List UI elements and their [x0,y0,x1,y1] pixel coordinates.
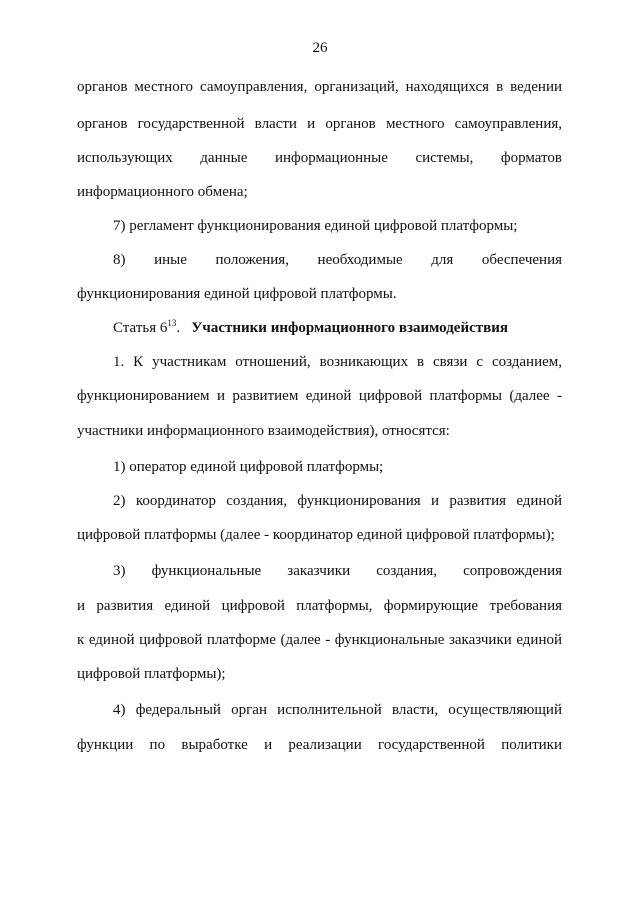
text-line: 1. К участникам отношений, возникающих в связи с созданием, [113,354,562,370]
text-line: цифровой платформы (далее - координатор единой цифровой платформы); [77,527,555,543]
list-item: 4) федеральный орган исполнительной власти, осуществляющий [113,702,562,718]
article-superscript: 13 [167,318,177,328]
article-title: Участники информационного взаимодействия [191,320,508,336]
list-item: 3) функциональные заказчики создания, сопровождения [113,563,562,579]
text-line: органов местного самоуправления, организаций, находящихся в ведении [77,79,562,95]
page-number: 26 [312,40,328,56]
text-line: функционирования единой цифровой платформы. [77,286,397,302]
text-line: функционированием и развитием единой цифровой платформы (далее - [77,388,562,404]
text-line: функции по выработке и реализации государственной политики [77,737,562,753]
text-line: цифровой платформы); [77,666,226,682]
list-item: 7) регламент функционирования единой цифровой платформы; [113,218,518,234]
list-item: 8) иные положения, необходимые для обеспечения [113,252,562,268]
text-line: и развития единой цифровой платформы, формирующие требования [77,598,562,614]
text-line: органов государственной власти и органов местного самоуправления, [77,116,562,132]
article-heading [113,318,562,336]
text-line: использующих данные информационные системы, форматов [77,150,562,166]
text-line: информационного обмена; [77,184,248,200]
text-line: к единой цифровой платформе (далее - функциональные заказчики единой [77,632,562,648]
article-dot: . [176,320,181,336]
list-item: 1) оператор единой цифровой платформы; [113,459,384,475]
text-line: участники информационного взаимодействия), относятся: [77,423,450,439]
article-prefix: Статья 6 [113,320,168,336]
list-item: 2) координатор создания, функционирования и развития единой [113,493,562,509]
